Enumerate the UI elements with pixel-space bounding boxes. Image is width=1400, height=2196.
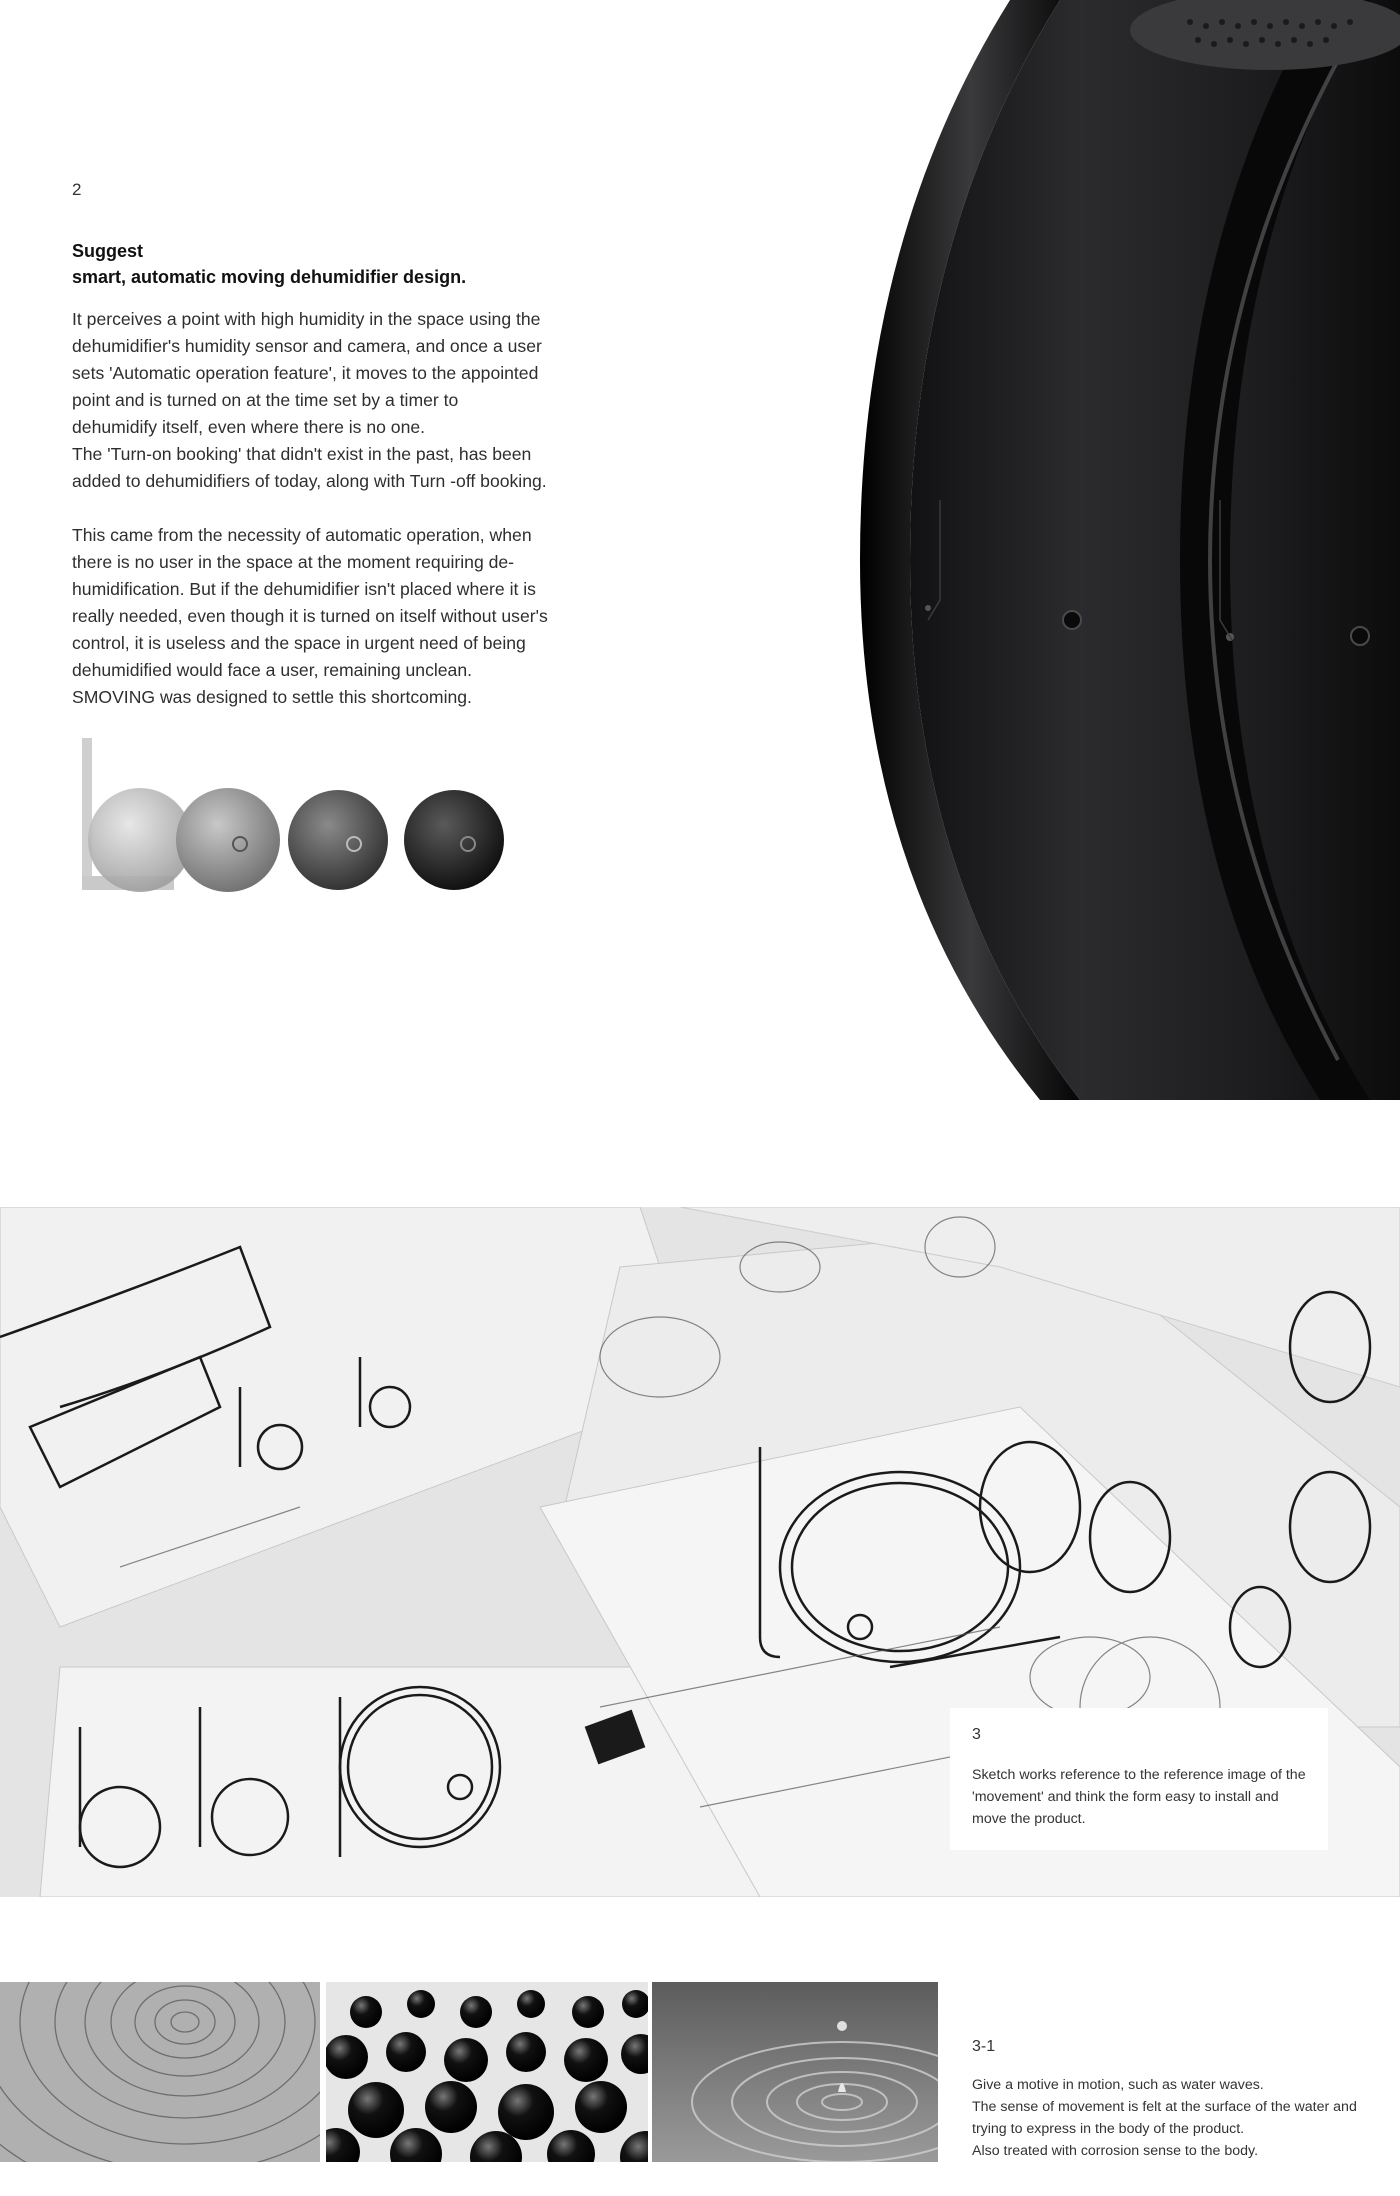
caption-number: 3 [972, 1726, 981, 1743]
black-spheres-reference-image [326, 1982, 648, 2162]
wood-rings-drawing [0, 1982, 320, 2162]
product-variant-renders [80, 736, 520, 904]
water-ripple-drawing [652, 1982, 938, 2162]
paragraph-3: This came from the necessity of automatic operation, when there is no user in the space at the moment requiring de-humidification. But if the dehumidifier isn't placed where it is really needed, even though it is turned on itself without user's control, it is useless and the space in urgent need of being dehumidified would face a user, remaining unclean. SMOVING was designed to settle this shortcoming. [72, 525, 548, 707]
paragraph-1: It perceives a point with high humidity in the space using the dehumidifier's humidity sensor and camera, and once a user sets 'Automatic operation feature', it moves to the appointed point and is turned on at the time set by a timer to dehumidify itself, even where there is no one. [72, 309, 542, 437]
dehumidifier-closeup-image [850, 0, 1400, 1100]
product-hero-render [850, 0, 1400, 1100]
paragraph-2: The 'Turn-on booking' that didn't exist in the past, has been added to dehumidifiers of today, along with Turn -off booking. [72, 444, 547, 491]
wood-rings-reference-image [0, 1982, 320, 2162]
black-spheres-drawing [326, 1982, 648, 2162]
caption-text: Sketch works reference to the reference image of the 'movement' and think the form easy to install and move the product. [972, 1767, 1306, 1827]
motive-caption [972, 2038, 1372, 2162]
heading-line-1: Suggest [72, 241, 144, 261]
motive-line-3: Also treated with corrosion sense to the body. [972, 2143, 1259, 2159]
motive-number: 3-1 [972, 2038, 996, 2055]
heading-line-2: smart, automatic moving dehumidifier design. [72, 267, 467, 287]
section-heading [72, 238, 572, 290]
motive-line-1: Give a motive in motion, such as water waves. [972, 2077, 1264, 2093]
water-ripple-reference-image [652, 1982, 938, 2162]
section-number: 2 [72, 180, 82, 199]
sketch-caption-box [950, 1708, 1328, 1850]
product-variants-image [80, 736, 520, 904]
body-text [72, 306, 548, 711]
motive-line-2: The sense of movement is felt at the surface of the water and trying to express in the body of the product. [972, 2099, 1357, 2137]
